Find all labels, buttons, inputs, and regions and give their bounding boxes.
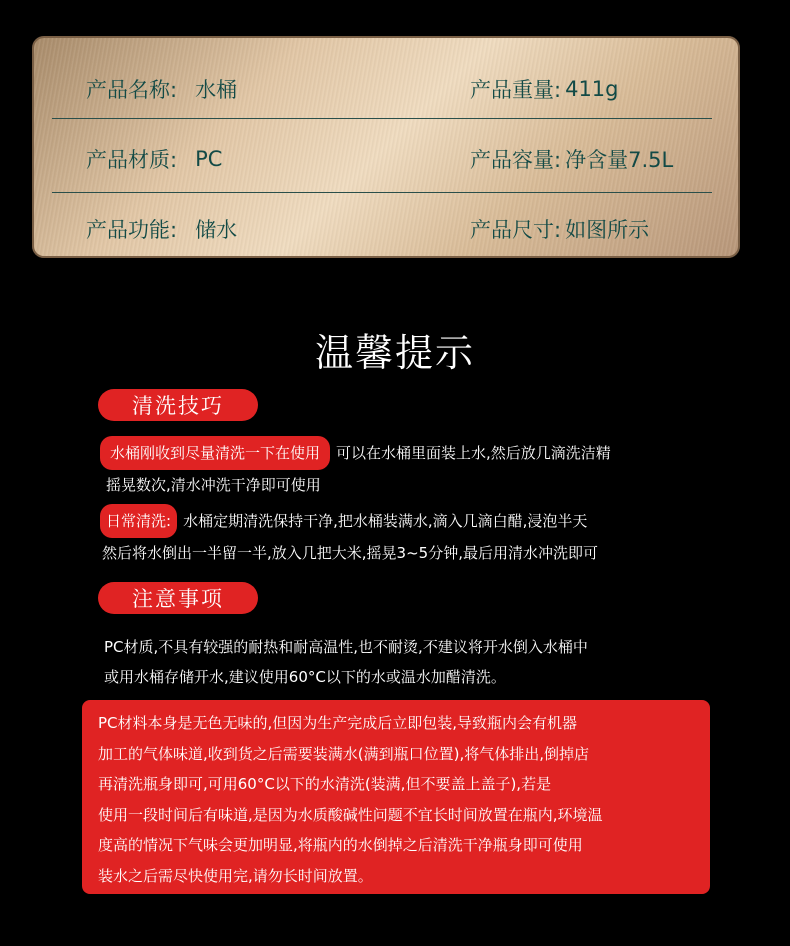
spec-value-weight: 411g (565, 77, 619, 101)
cleaning-daily-line1: 水桶定期清洗保持干净,把水桶装满水,滴入几滴白醋,浸泡半天 (183, 512, 588, 530)
spec-divider (52, 118, 712, 119)
spec-label-weight: 产品重量: (470, 78, 562, 102)
spec-row-material-capacity (32, 124, 740, 194)
spec-label-material: 产品材质: (86, 148, 178, 172)
spec-label-capacity: 产品容量: (470, 148, 562, 172)
spec-label-function: 产品功能: (86, 218, 178, 242)
warning-line: 装水之后需尽快使用完,请勿长时间放置。 (98, 866, 373, 885)
notes-heading: 注意事项 (98, 582, 258, 614)
spec-divider (52, 192, 712, 193)
spec-value-function: 储水 (195, 218, 238, 242)
warning-line: 再清洗瓶身即可,可用60°C以下的水清洗(装满,但不要盖上盖子),若是 (98, 775, 552, 793)
spec-value-name: 水桶 (195, 78, 238, 102)
spec-label-name: 产品名称: (86, 78, 178, 102)
spec-row-function-size (32, 194, 740, 264)
warning-line: 使用一段时间后有味道,是因为水质酸碱性问题不宜长时间放置在瓶内,环境温 (98, 805, 603, 824)
spec-label-size: 产品尺寸: (470, 218, 562, 242)
product-spec-card (32, 36, 740, 258)
cleaning-daily-tag: 日常清洗: (100, 504, 177, 538)
notes-line2: 或用水桶存储开水,建议使用60°C以下的水或温水加醋清洗。 (104, 668, 506, 686)
tips-title: 温馨提示 (314, 331, 475, 375)
cleaning-first-line1: 可以在水桶里面装上水,然后放几滴洗洁精 (336, 444, 611, 462)
cleaning-first-tag: 水桶刚收到尽量清洗一下在使用 (100, 436, 330, 470)
spec-value-size: 如图所示 (565, 218, 650, 242)
warning-line: 加工的气体味道,收到货之后需要装满水(满到瓶口位置),将气体排出,倒掉店 (98, 744, 590, 763)
warning-line: 度高的情况下气味会更加明显,将瓶内的水倒掉之后清洗干净瓶身即可使用 (98, 836, 583, 854)
spec-row-name-weight (32, 54, 740, 124)
warning-box (82, 700, 710, 894)
cleaning-first-paragraph (100, 436, 700, 500)
spec-value-capacity: 净含量7.5L (565, 148, 674, 172)
notes-paragraph (104, 632, 704, 692)
cleaning-daily-line2: 然后将水倒出一半留一半,放入几把大米,摇晃3~5分钟,最后用清水冲洗即可 (102, 544, 598, 562)
spec-value-material: PC (195, 147, 223, 171)
cleaning-first-line2: 摇晃数次,清水冲洗干净即可使用 (106, 476, 321, 494)
cleaning-daily-paragraph (100, 504, 700, 568)
warning-line: PC材料本身是无色无味的,但因为生产完成后立即包装,导致瓶内会有机器 (98, 714, 578, 732)
notes-line1: PC材质,不具有较强的耐热和耐高温性,也不耐烫,不建议将开水倒入水桶中 (104, 638, 588, 656)
cleaning-heading: 清洗技巧 (98, 389, 258, 421)
